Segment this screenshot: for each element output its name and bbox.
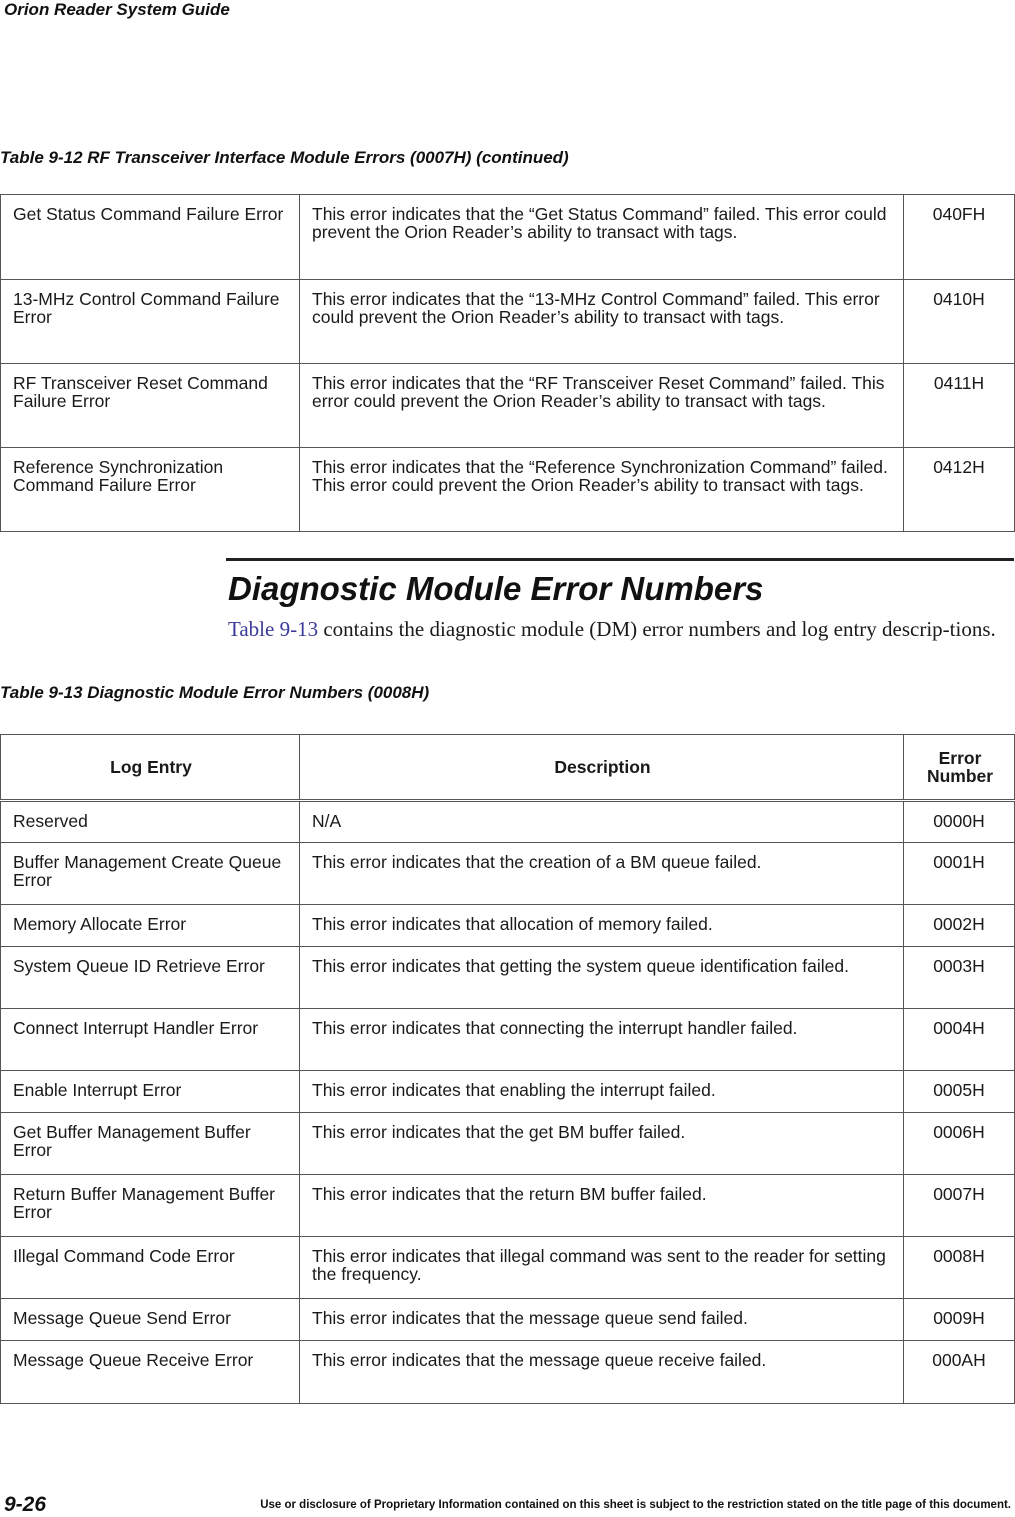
table-row bbox=[1, 280, 1015, 364]
description-cell: This error indicates that the “13-MHz Control Command” failed. This error could prevent the Orion Reader’s ability to transact with tags. bbox=[300, 280, 904, 364]
error-number-cell: 0006H bbox=[904, 1113, 1015, 1175]
table-row bbox=[1, 448, 1015, 532]
log-entry-cell: Reserved bbox=[1, 801, 300, 843]
log-entry-cell: System Queue ID Retrieve Error bbox=[1, 947, 300, 1009]
table-row bbox=[1, 905, 1015, 947]
error-number-cell: 000AH bbox=[904, 1341, 1015, 1404]
section-heading: Diagnostic Module Error Numbers bbox=[228, 570, 764, 607]
table-row bbox=[1, 1237, 1015, 1299]
description-cell: This error indicates that allocation of memory failed. bbox=[300, 905, 904, 947]
error-number-cell: 0007H bbox=[904, 1175, 1015, 1237]
description-cell: N/A bbox=[300, 801, 904, 843]
description-cell: This error indicates that illegal command was sent to the reader for setting the frequency. bbox=[300, 1237, 904, 1299]
error-number-cell: 0412H bbox=[904, 448, 1015, 532]
log-entry-cell: Enable Interrupt Error bbox=[1, 1071, 300, 1113]
log-entry-cell: Memory Allocate Error bbox=[1, 905, 300, 947]
table-9-12-caption: Table 9-12 RF Transceiver Interface Module Errors (0007H) (continued) bbox=[0, 148, 569, 167]
table-row bbox=[1, 1299, 1015, 1341]
description-cell: This error indicates that the “Reference Synchronization Command” failed. This error could prevent the Orion Reader’s ability to transact with tags. bbox=[300, 448, 904, 532]
error-number-cell: 0002H bbox=[904, 905, 1015, 947]
description-cell: This error indicates that getting the system queue identification failed. bbox=[300, 947, 904, 1009]
description-cell: This error indicates that enabling the interrupt failed. bbox=[300, 1071, 904, 1113]
table-row bbox=[1, 947, 1015, 1009]
error-number-cell: 0008H bbox=[904, 1237, 1015, 1299]
log-entry-cell: Connect Interrupt Handler Error bbox=[1, 1009, 300, 1071]
log-entry-cell: Message Queue Receive Error bbox=[1, 1341, 300, 1404]
error-number-cell: 0410H bbox=[904, 280, 1015, 364]
table-row bbox=[1, 1009, 1015, 1071]
table-row bbox=[1, 195, 1015, 280]
table-row bbox=[1, 1341, 1015, 1404]
log-entry-cell: Message Queue Send Error bbox=[1, 1299, 300, 1341]
description-cell: This error indicates that the message queue send failed. bbox=[300, 1299, 904, 1341]
table-row bbox=[1, 364, 1015, 448]
error-number-header-line2: Number bbox=[926, 766, 994, 786]
log-entry-cell: Reference Synchronization Command Failure Error bbox=[1, 448, 300, 532]
log-entry-cell: Buffer Management Create Queue Error bbox=[1, 843, 300, 905]
table-row bbox=[1, 843, 1015, 905]
log-entry-cell: Return Buffer Management Buffer Error bbox=[1, 1175, 300, 1237]
error-number-cell: 0411H bbox=[904, 364, 1015, 448]
table-row bbox=[1, 1113, 1015, 1175]
table-header-row bbox=[1, 735, 1015, 801]
intro-text: contains the diagnostic module (DM) error numbers and log entry descrip-tions. bbox=[318, 617, 996, 641]
running-header: Orion Reader System Guide bbox=[4, 0, 230, 19]
description-header: Description bbox=[300, 735, 904, 801]
error-number-header-line1: Error bbox=[938, 748, 982, 768]
log-entry-cell: Get Buffer Management Buffer Error bbox=[1, 1113, 300, 1175]
error-number-cell: 040FH bbox=[904, 195, 1015, 280]
description-cell: This error indicates that the message queue receive failed. bbox=[300, 1341, 904, 1404]
table-cross-reference-link[interactable]: Table 9-13 bbox=[228, 617, 319, 641]
log-entry-cell: Illegal Command Code Error bbox=[1, 1237, 300, 1299]
description-cell: This error indicates that connecting the interrupt handler failed. bbox=[300, 1009, 904, 1071]
error-number-header bbox=[904, 735, 1015, 801]
description-cell: This error indicates that the get BM buffer failed. bbox=[300, 1113, 904, 1175]
description-cell: This error indicates that the return BM buffer failed. bbox=[300, 1175, 904, 1237]
log-entry-header: Log Entry bbox=[1, 735, 300, 801]
log-entry-cell: Get Status Command Failure Error bbox=[1, 195, 300, 280]
error-number-cell: 0005H bbox=[904, 1071, 1015, 1113]
table-row bbox=[1, 1175, 1015, 1237]
table-9-13 bbox=[0, 734, 1015, 1404]
log-entry-cell: RF Transceiver Reset Command Failure Error bbox=[1, 364, 300, 448]
table-row bbox=[1, 1071, 1015, 1113]
error-number-cell: 0000H bbox=[904, 801, 1015, 843]
proprietary-notice: Use or disclosure of Proprietary Information contained on this sheet is subject to the restriction stated on the title page of this document. bbox=[260, 1499, 1011, 1511]
page-number: 9-26 bbox=[4, 1493, 47, 1516]
log-entry-cell: 13-MHz Control Command Failure Error bbox=[1, 280, 300, 364]
error-number-cell: 0009H bbox=[904, 1299, 1015, 1341]
table-9-13-caption: Table 9-13 Diagnostic Module Error Numbers (0008H) bbox=[0, 683, 430, 702]
description-cell: This error indicates that the creation of a BM queue failed. bbox=[300, 843, 904, 905]
error-number-cell: 0001H bbox=[904, 843, 1015, 905]
table-9-12 bbox=[0, 194, 1015, 532]
intro-paragraph bbox=[228, 617, 1014, 642]
error-number-cell: 0003H bbox=[904, 947, 1015, 1009]
error-number-cell: 0004H bbox=[904, 1009, 1015, 1071]
description-cell: This error indicates that the “RF Transceiver Reset Command” failed. This error could prevent the Orion Reader’s ability to transact with tags. bbox=[300, 364, 904, 448]
table-row bbox=[1, 801, 1015, 843]
description-cell: This error indicates that the “Get Status Command” failed. This error could prevent the Orion Reader’s ability to transact with tags. bbox=[300, 195, 904, 280]
section-rule bbox=[226, 558, 1014, 561]
